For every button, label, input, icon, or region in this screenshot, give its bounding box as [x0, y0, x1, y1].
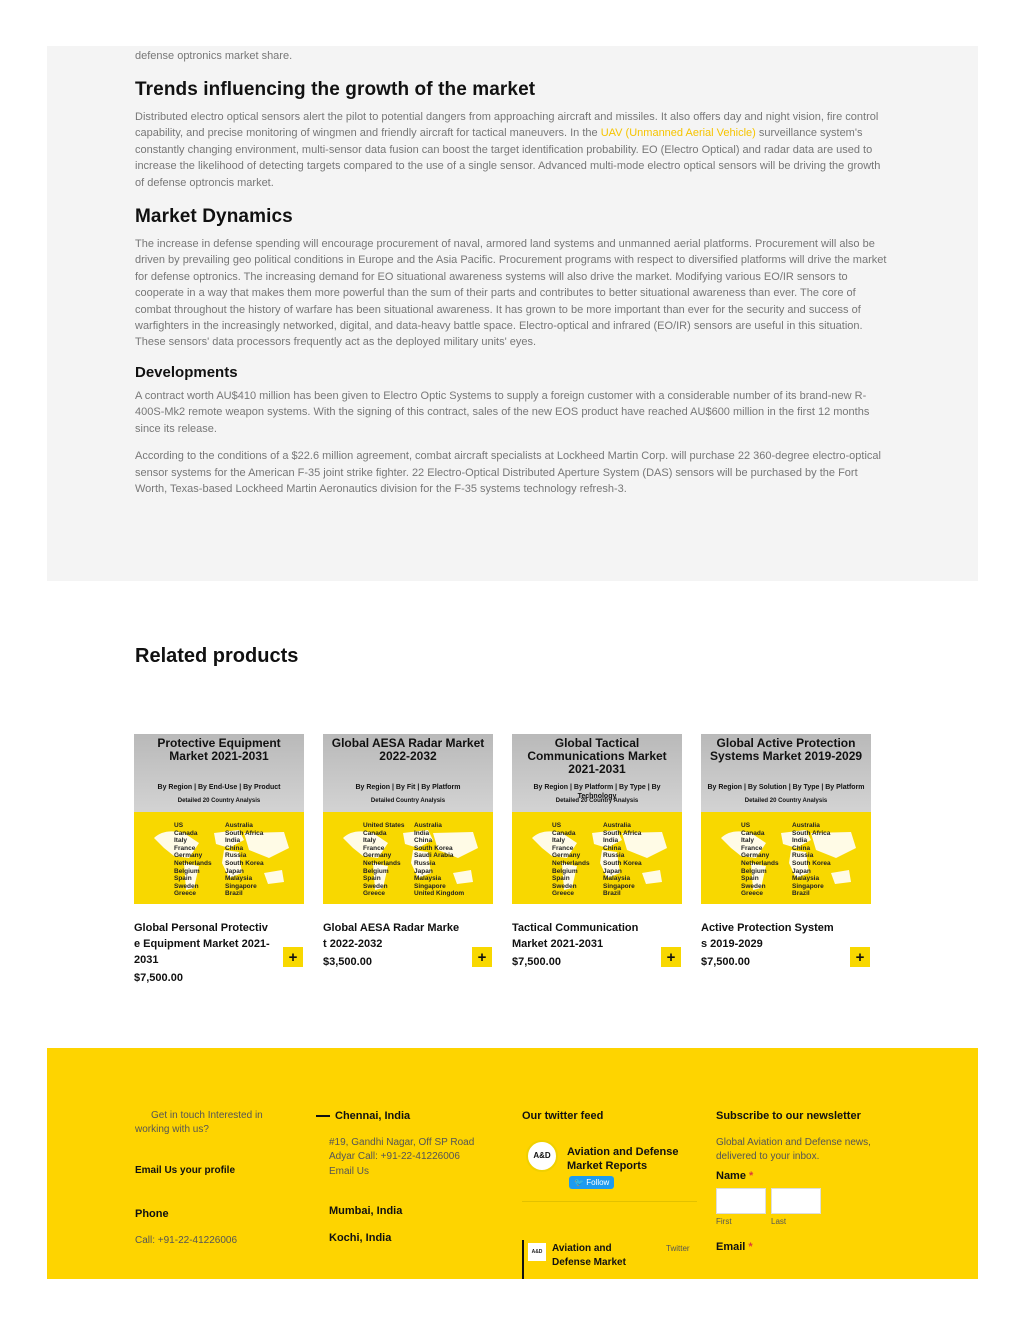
country-item: China [225, 844, 244, 852]
country-list-right [414, 822, 464, 898]
thumbnail-analysis: Detailed Country Analysis [370, 798, 446, 804]
thumbnail-analysis: Detailed 20 Country Analysis [177, 798, 261, 804]
country-item: Canada [552, 829, 576, 837]
required-mark: * [748, 1241, 753, 1253]
country-item: Italy [363, 837, 377, 845]
developments-paragraph-1: A contract worth AU$410 million has been given to Electro Optic Systems to supply a foreign customer with a considerable number of its brand-new R-400S-Mk2 remote weapon systems. With the signing of this contract, sales of the new EOS product have reached AU$600 million in the first 12 months since its release. [135, 389, 870, 435]
product-name[interactable]: Global AESA Radar Market 2022-2032 [323, 922, 460, 950]
developments-paragraph-2: According to the conditions of a $22.6 million agreement, combat aircraft specialists at Lockheed Martin Corp. will purchase 22 360-degree electro-optical sensor systems for the American F-35 joint strike fighter. 22 Electro-Optical Distributed Aperture System (DAS) sensors will be purchased by the Fort Worth, Texas-based Lockheed Martin Aeronautics division for the F-35 systems technology refresh-3. [135, 450, 881, 495]
country-item: Spain [363, 875, 381, 883]
country-item: Sweden [174, 882, 199, 890]
country-item: South Africa [603, 829, 642, 837]
footer-newsletter-column [716, 1048, 896, 1279]
footer-twitter-column [522, 1048, 697, 1279]
country-item: France [174, 844, 196, 852]
uav-link[interactable]: UAV (Unmanned Aerial Vehicle) [600, 127, 756, 140]
dash-icon [316, 1115, 330, 1117]
country-item: Germany [741, 852, 770, 860]
tweet-author[interactable]: Aviation and Defense Market [552, 1243, 626, 1268]
thumbnail-subtitle: By Region | By End-Use | By Product [157, 784, 281, 791]
country-item: US [552, 822, 562, 829]
newsletter-heading: Subscribe to our newsletter [716, 1110, 861, 1122]
country-item: Germany [552, 852, 581, 860]
country-item: Japan [792, 867, 811, 875]
country-item: Belgium [741, 867, 767, 875]
add-to-cart-button[interactable]: + [283, 947, 303, 967]
product-thumbnail[interactable] [512, 734, 682, 904]
trends-text-after: surveillance system's constantly changing environment, multi-sensor data fusion can boost the target identification probability. EO (Electro Optical) and radar data are used to increase the likelihood of detecting targets compared to the use of a single sensor. Advanced multi-mode electro optical sensors will be driving the growth of defense optroncis market. [135, 127, 881, 189]
trends-paragraph [135, 109, 891, 191]
product-name[interactable]: Active Protection Systems 2019-2029 [701, 922, 834, 950]
country-item: India [225, 837, 241, 845]
add-to-cart-button[interactable]: + [850, 947, 870, 967]
country-item: Netherlands [552, 859, 590, 867]
country-item: US [174, 822, 184, 829]
country-item: Singapore [603, 882, 635, 890]
country-item: Malaysia [225, 875, 253, 883]
product-price: $7,500.00 [134, 972, 183, 984]
thumbnail-subtitle: By Region | By Fit | By Platform [355, 784, 461, 791]
world-map-icon [144, 818, 294, 898]
country-item: Greece [741, 890, 764, 898]
country-item: China [414, 837, 433, 845]
thumbnail-title: Global AESA Radar Market 2022-2032 [331, 736, 485, 763]
country-item: Canada [174, 829, 198, 837]
country-item: India [414, 829, 430, 837]
country-item: Netherlands [174, 859, 212, 867]
first-name-label: First [716, 1217, 732, 1226]
country-item: Australia [792, 822, 820, 829]
country-item: Greece [363, 890, 386, 898]
country-item: United States [363, 822, 405, 829]
country-item: Germany [363, 852, 392, 860]
country-item: Sweden [741, 882, 766, 890]
country-item: China [792, 844, 811, 852]
country-item: Brazil [225, 890, 243, 898]
country-item: Saudi Arabia [414, 852, 454, 860]
world-map-icon [522, 818, 672, 898]
country-item: Russia [792, 852, 814, 860]
country-list-left [363, 822, 405, 898]
twitter-feed-heading: Our twitter feed [522, 1110, 604, 1122]
phone-heading: Phone [135, 1208, 169, 1220]
country-list-left [552, 822, 590, 898]
email-label-text: Email [716, 1241, 746, 1253]
country-item: Australia [603, 822, 631, 829]
office-chennai-heading [316, 1110, 410, 1122]
twitter-account-name[interactable]: Aviation and Defense Market Reports [567, 1146, 679, 1172]
product-thumbnail[interactable] [323, 734, 493, 904]
country-item: South Korea [225, 859, 264, 867]
office-mumbai-heading: Mumbai, India [329, 1205, 403, 1217]
country-list-left [741, 822, 779, 898]
country-list-right [792, 822, 831, 898]
last-name-label: Last [771, 1217, 787, 1226]
twitter-profile-card [522, 1136, 697, 1202]
developments-heading: Developments [135, 363, 238, 381]
related-products-grid [134, 734, 874, 1004]
country-item: Canada [741, 829, 765, 837]
country-item: Canada [363, 829, 387, 837]
country-item: South Korea [792, 859, 831, 867]
country-item: Malaysia [414, 875, 442, 883]
thumbnail-subtitle: By Region | By Platform | By Type | By Technology [533, 784, 661, 800]
dynamics-paragraph: The increase in defense spending will encourage procurement of naval, armored land systems and unmanned aerial platforms. Procurement will also be driven by prevailing geo political conditions in Europe and the Asia Pacific. Procurement programs with respect to diversified platforms will drive the market for defense optronics. The increasing demand for EO situational awareness systems will also drive the market. Modifying various EO/IR sensors to cooperate in a way that makes them more powerful than the sum of their parts and contributes to better situational awareness than ever. The core of combat throughout the history of warfare has been situational awareness. It has grown to be more important than ever for the security and success of warfighters in the increasingly networked, digital, and data-heavy battle space. Electro-optical and infrared (EO/IR) sensors are useful in this situation. These sensors' data processors frequently act as the deployed military units' eyes. [135, 238, 887, 349]
country-item: Belgium [174, 867, 200, 875]
country-item: Belgium [552, 867, 578, 875]
tweet-avatar: A&D [528, 1243, 546, 1261]
phone-number: Call: +91-22-41226006 [135, 1235, 238, 1246]
thumbnail-title: Protective Equipment Market 2021-2031 [157, 736, 281, 763]
country-item: Brazil [603, 890, 621, 898]
country-item: Japan [603, 867, 622, 875]
country-item: South Africa [225, 829, 264, 837]
newsletter-email-label [716, 1241, 753, 1253]
office-chennai-label: Chennai, India [335, 1110, 411, 1122]
country-item: Singapore [792, 882, 824, 890]
country-item: Malaysia [792, 875, 820, 883]
country-item: US [741, 822, 751, 829]
add-to-cart-button[interactable]: + [661, 947, 681, 967]
country-item: Netherlands [741, 859, 779, 867]
country-item: Russia [225, 852, 247, 860]
tweet-source: Twitter [666, 1244, 690, 1253]
thumbnail-title: Global Active Protection Systems Market 2019-2029 [709, 736, 863, 763]
country-item: Spain [552, 875, 570, 883]
country-list-right [603, 822, 642, 898]
thumbnail-analysis: Detailed 20 Country Analysis [744, 798, 828, 804]
country-item: Brazil [792, 890, 810, 898]
tweet-item[interactable] [522, 1240, 697, 1279]
product-card[interactable] [323, 734, 495, 968]
country-list-left [174, 822, 212, 898]
required-mark: * [749, 1170, 754, 1182]
world-map-icon [711, 818, 861, 898]
product-card[interactable] [512, 734, 684, 968]
product-thumbnail[interactable] [134, 734, 304, 904]
twitter-follow-label: Follow [586, 1178, 610, 1187]
country-item: India [792, 837, 808, 845]
office-chennai-email-link[interactable]: Email Us [329, 1166, 370, 1177]
country-item: United Kingdom [414, 890, 465, 898]
country-item: Italy [552, 837, 566, 845]
newsletter-name-label [716, 1170, 753, 1182]
email-profile-link[interactable]: Email Us your profile [135, 1165, 236, 1176]
product-price: $7,500.00 [512, 956, 561, 968]
name-label-text: Name [716, 1170, 746, 1182]
country-list-right [225, 822, 264, 898]
office-chennai-address: #19, Gandhi Nagar, Off SP Road Adyar Call: +91-22-41226006 [329, 1137, 475, 1162]
country-item: China [603, 844, 622, 852]
country-item: Australia [414, 822, 442, 829]
article-lead: defense optronics market share. [135, 50, 293, 62]
country-item: Russia [603, 852, 625, 860]
country-item: Italy [741, 837, 755, 845]
office-kochi-heading: Kochi, India [329, 1232, 392, 1244]
product-card[interactable] [134, 734, 306, 984]
twitter-bird-icon: 🐦 [574, 1178, 584, 1187]
newsletter-description: Global Aviation and Defense news, delivered to your inbox. [716, 1137, 871, 1162]
product-price: $7,500.00 [701, 956, 750, 968]
dynamics-heading: Market Dynamics [135, 206, 293, 228]
country-item: Malaysia [603, 875, 631, 883]
country-item: South Korea [414, 844, 453, 852]
country-item: Spain [741, 875, 759, 883]
trends-heading: Trends influencing the growth of the market [135, 79, 536, 100]
contact-intro: Get in touch Interested in working with us? [135, 1110, 263, 1135]
country-item: India [603, 837, 619, 845]
article-content [135, 46, 891, 497]
country-item: Sweden [363, 882, 388, 890]
product-name[interactable]: Global Personal Protective Equipment Market 2021-2031 [134, 922, 270, 966]
last-name-input[interactable] [771, 1188, 821, 1214]
country-item: Greece [552, 890, 575, 898]
country-item: Greece [174, 890, 197, 898]
first-name-input[interactable] [716, 1188, 766, 1214]
country-item: Spain [174, 875, 192, 883]
country-item: France [363, 844, 385, 852]
trends-text-before: Distributed electro optical sensors alert the pilot to potential dangers from approaching aircraft and missiles. It also offers day and night vision, fire control capability, and precise monitoring of wingmen and friendly aircraft for tactical maneuvers. In the [135, 111, 879, 140]
country-item: South Korea [603, 859, 642, 867]
thumbnail-title: Global Tactical Communications Market 2021-2031 [527, 736, 667, 776]
thumbnail-analysis: Detailed 20 Country Analysis [555, 798, 639, 804]
country-item: Russia [414, 859, 436, 867]
country-item: Belgium [363, 867, 389, 875]
product-price: $3,500.00 [323, 956, 372, 968]
related-products-heading: Related products [135, 645, 299, 667]
country-item: Singapore [414, 882, 446, 890]
country-item: Netherlands [363, 859, 401, 867]
country-item: Italy [174, 837, 188, 845]
country-item: France [552, 844, 574, 852]
country-item: Germany [174, 852, 203, 860]
country-item: Singapore [225, 882, 257, 890]
site-footer [47, 1048, 978, 1279]
country-item: Japan [414, 867, 433, 875]
twitter-follow-button[interactable] [569, 1176, 614, 1189]
country-item: France [741, 844, 763, 852]
twitter-account-logo[interactable]: A&D [526, 1140, 558, 1172]
add-to-cart-button[interactable]: + [472, 947, 492, 967]
country-item: South Africa [792, 829, 831, 837]
country-item: Japan [225, 867, 244, 875]
country-item: Sweden [552, 882, 577, 890]
thumbnail-subtitle: By Region | By Solution | By Type | By Platform [707, 784, 865, 791]
product-thumbnail[interactable] [701, 734, 871, 904]
product-card[interactable] [701, 734, 873, 968]
country-item: Australia [225, 822, 253, 829]
product-name[interactable]: Tactical Communication Market 2021-2031 [512, 922, 639, 950]
article-section [47, 46, 978, 581]
